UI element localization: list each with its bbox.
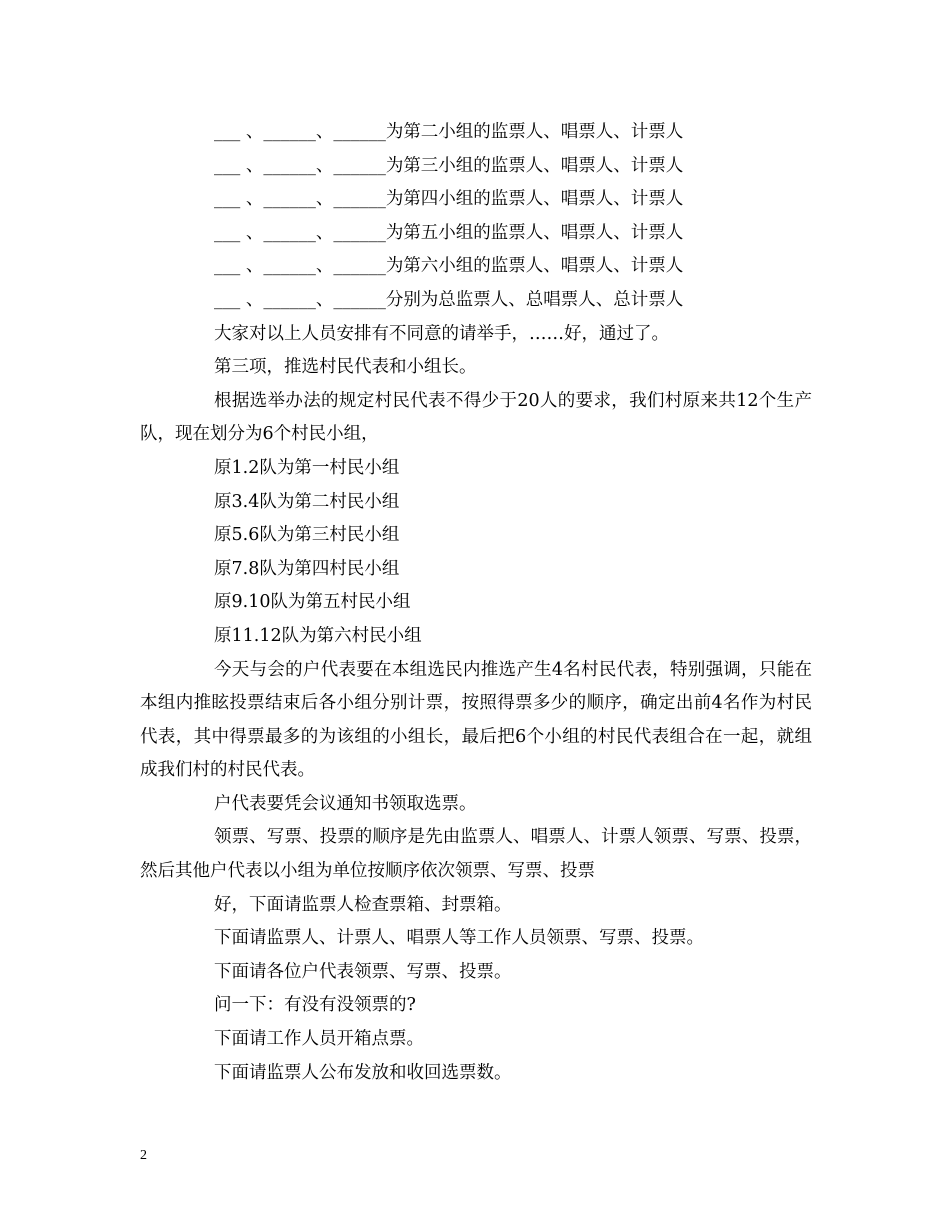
- closing-line-3: 下面请各位户代表领票、写票、投票。: [214, 961, 512, 982]
- election-paragraph: 今天与会的户代表要在本组选民内推选产生4名村民代表，特别强调，只能在本组内推眩投票结束后各小组分别计票，按照得票多少的顺序，确定出前4名作为村民代表，其中得票最多的为该组的小组长，最后把6个小组的村民代表组合在一起，就组成我们村的村民代表。: [140, 659, 812, 781]
- item3-title: 第三项，推选村民代表和小组长。: [214, 357, 477, 378]
- group-line-6: 原11.12队为第六村民小组: [214, 625, 422, 646]
- closing-line-1: 好，下面请监票人检查票箱、封票箱。: [214, 894, 512, 915]
- group-line-5: 原9.10队为第五村民小组: [214, 592, 411, 613]
- order-paragraph: 领票、写票、投票的顺序是先由监票人、唱票人、计票人领票、写票、投票，然后其他户代表以小组为单位按顺序依次领票、写票、投票: [140, 827, 812, 882]
- group-line-4: 原7.8队为第四村民小组: [214, 558, 400, 579]
- roles-line-group-6: ___ 、______、______为第六小组的监票人、唱票人、计票人: [214, 256, 684, 277]
- document-body: [140, 116, 812, 1090]
- closing-line-4: 问一下：有没有没领票的?: [214, 995, 416, 1016]
- page-number: 2: [140, 1148, 147, 1163]
- group-line-2: 原3.4队为第二村民小组: [214, 491, 400, 512]
- roles-line-group-2: ___ 、______、______为第二小组的监票人、唱票人、计票人: [214, 122, 684, 142]
- approval-line: 大家对以上人员安排有不同意的请举手，……好，通过了。: [214, 323, 669, 344]
- group-line-1: 原1.2队为第一村民小组: [214, 457, 400, 478]
- closing-line-2: 下面请监票人、计票人、唱票人等工作人员领票、写票、投票。: [214, 928, 704, 949]
- roles-line-group-5: ___ 、______、______为第五小组的监票人、唱票人、计票人: [214, 222, 684, 243]
- roles-line-group-3: ___ 、______、______为第三小组的监票人、唱票人、计票人: [214, 155, 684, 176]
- closing-line-6: 下面请监票人公布发放和收回选票数。: [214, 1062, 512, 1083]
- rule-paragraph: 根据选举办法的规定村民代表不得少于20人的要求，我们村原来共12个生产队，现在划分为6个村民小组，: [140, 390, 812, 445]
- roles-line-total: ___ 、______、______分别为总监票人、总唱票人、总计票人: [214, 289, 684, 310]
- group-line-3: 原5.6队为第三村民小组: [214, 525, 400, 546]
- ballot-notice: 户代表要凭会议通知书领取选票。: [214, 793, 477, 814]
- roles-line-group-4: ___ 、______、______为第四小组的监票人、唱票人、计票人: [214, 189, 684, 210]
- closing-line-5: 下面请工作人员开箱点票。: [214, 1029, 424, 1050]
